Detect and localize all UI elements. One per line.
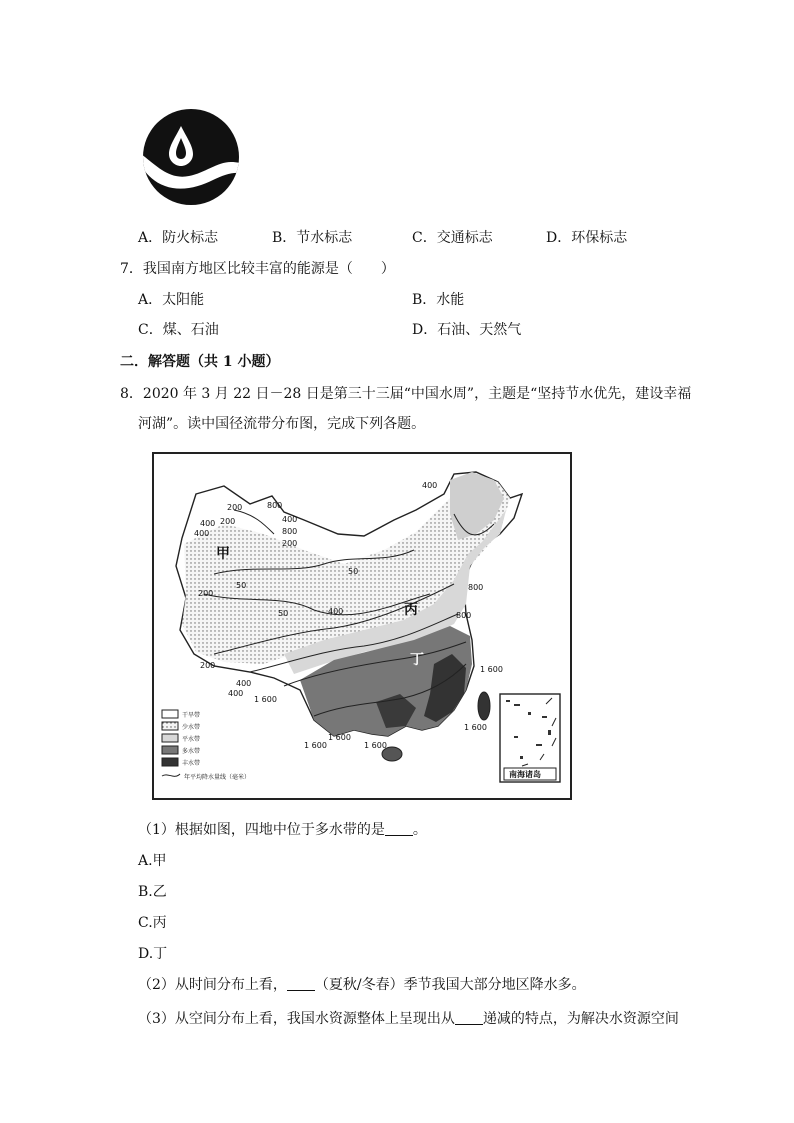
legend-item: 多水带	[182, 748, 201, 755]
isoline-label: 200	[198, 589, 214, 598]
isoline-label: 1 600	[328, 733, 351, 742]
answer-blank[interactable]	[385, 823, 413, 836]
isoline-label: 50	[236, 581, 247, 590]
q6-option-a	[138, 229, 218, 247]
isoline-label: 400	[200, 519, 216, 528]
answer-blank[interactable]	[455, 1012, 483, 1025]
isoline-label: 800	[468, 583, 484, 592]
option-letter: A．	[138, 230, 163, 246]
option-text: 防火标志	[162, 230, 219, 246]
option-letter: A．	[138, 292, 163, 308]
sub1-stem-post: 。	[412, 822, 427, 838]
option-letter: B．	[272, 230, 297, 246]
isoline-label: 800	[456, 611, 472, 620]
isoline-label: 50	[278, 609, 289, 618]
isoline-label: 50	[348, 567, 359, 576]
option-text: 节水标志	[296, 230, 353, 246]
isoline-label: 1 600	[254, 695, 277, 704]
option-letter: D．	[412, 322, 438, 338]
sub2-stem	[138, 976, 586, 994]
isoline-label: 400	[328, 607, 344, 616]
sub1-option-d: D.丁	[138, 946, 168, 962]
legend-item: 丰水带	[182, 760, 201, 767]
sub1-option-c: C.丙	[138, 915, 167, 931]
map-legend	[162, 710, 250, 781]
isoline-label: 200	[220, 517, 236, 526]
sub2-stem-post: （夏秋/冬春）季节我国大部分地区降水多。	[314, 977, 586, 993]
q6-option-b	[272, 229, 352, 247]
isoline-label: 400	[194, 529, 210, 538]
sub1-stem-pre: （1）根据如图，四地中位于多水带的是	[138, 822, 385, 838]
isoline-label: 1 600	[464, 723, 487, 732]
option-letter: C．	[412, 230, 437, 246]
sub1-option-b: B.乙	[138, 884, 167, 900]
option-letter: B．	[412, 292, 437, 308]
china-runoff-map	[152, 452, 572, 800]
option-text: 交通标志	[436, 230, 493, 246]
option-text: 环保标志	[571, 230, 628, 246]
sub3-stem	[138, 1010, 679, 1028]
sub3-stem-pre: （3）从空间分布上看，我国水资源整体上呈现出从	[138, 1011, 455, 1027]
section-heading: 二．解答题（共 1 小题）	[120, 354, 280, 370]
isoline-label: 200	[200, 661, 216, 670]
sub1-option-a: A.甲	[138, 853, 167, 869]
q7-option-d	[412, 321, 521, 339]
legend-item: 干旱带	[182, 712, 201, 719]
isoline-label: 400	[282, 515, 298, 524]
water-drop-logo-icon	[141, 108, 241, 206]
q6-option-d	[546, 229, 627, 247]
answer-blank[interactable]	[287, 978, 315, 991]
option-text: 石油、天然气	[437, 322, 522, 338]
isoline-label: 200	[282, 539, 298, 548]
sub3-stem-post: 递减的特点，为解决水资源空间	[482, 1011, 679, 1027]
region-label-ding: 丁	[410, 652, 424, 668]
isoline-label: 800	[282, 527, 298, 536]
legend-item: 平水带	[182, 736, 201, 743]
south-china-sea-inset	[500, 694, 560, 782]
q7-option-b	[412, 291, 464, 309]
q7-option-c	[138, 321, 219, 339]
q6-option-c	[412, 229, 493, 247]
isoline-label: 400	[422, 481, 438, 490]
legend-item: 少水带	[182, 724, 201, 731]
inset-label: 南海诸岛	[509, 770, 541, 779]
isoline-label: 200	[227, 503, 243, 512]
map-svg	[154, 454, 570, 798]
isoline-label: 1 600	[304, 741, 327, 750]
isoline-label: 800	[267, 501, 283, 510]
region-label-jia: 甲	[216, 546, 230, 562]
option-text: 太阳能	[162, 292, 205, 308]
option-text: 水能	[436, 292, 465, 308]
q8-stem-line1: 8．2020 年 3 月 22 日－28 日是第三十三届“中国水周”，主题是“坚持节水优先，建设幸福	[120, 386, 692, 402]
q7-stem: 7．我国南方地区比较丰富的能源是（ ）	[120, 261, 395, 277]
isoline-label: 1 600	[480, 665, 503, 674]
option-letter: C．	[138, 322, 163, 338]
option-letter: D．	[546, 230, 572, 246]
q8-stem-line2: 河湖”。读中国径流带分布图，完成下列各题。	[138, 416, 426, 432]
option-text: 煤、石油	[162, 322, 219, 338]
isoline-label: 1 600	[364, 741, 387, 750]
sub2-stem-pre: （2）从时间分布上看，	[138, 977, 287, 993]
isoline-label: 400	[236, 679, 252, 688]
isoline-label: 400	[228, 689, 244, 698]
water-saving-logo	[141, 108, 241, 206]
sub1-stem	[138, 821, 427, 839]
q7-option-a	[138, 291, 204, 309]
region-label-bing: 丙	[404, 602, 418, 618]
legend-item: 年平均降水量线（毫米）	[184, 774, 251, 781]
